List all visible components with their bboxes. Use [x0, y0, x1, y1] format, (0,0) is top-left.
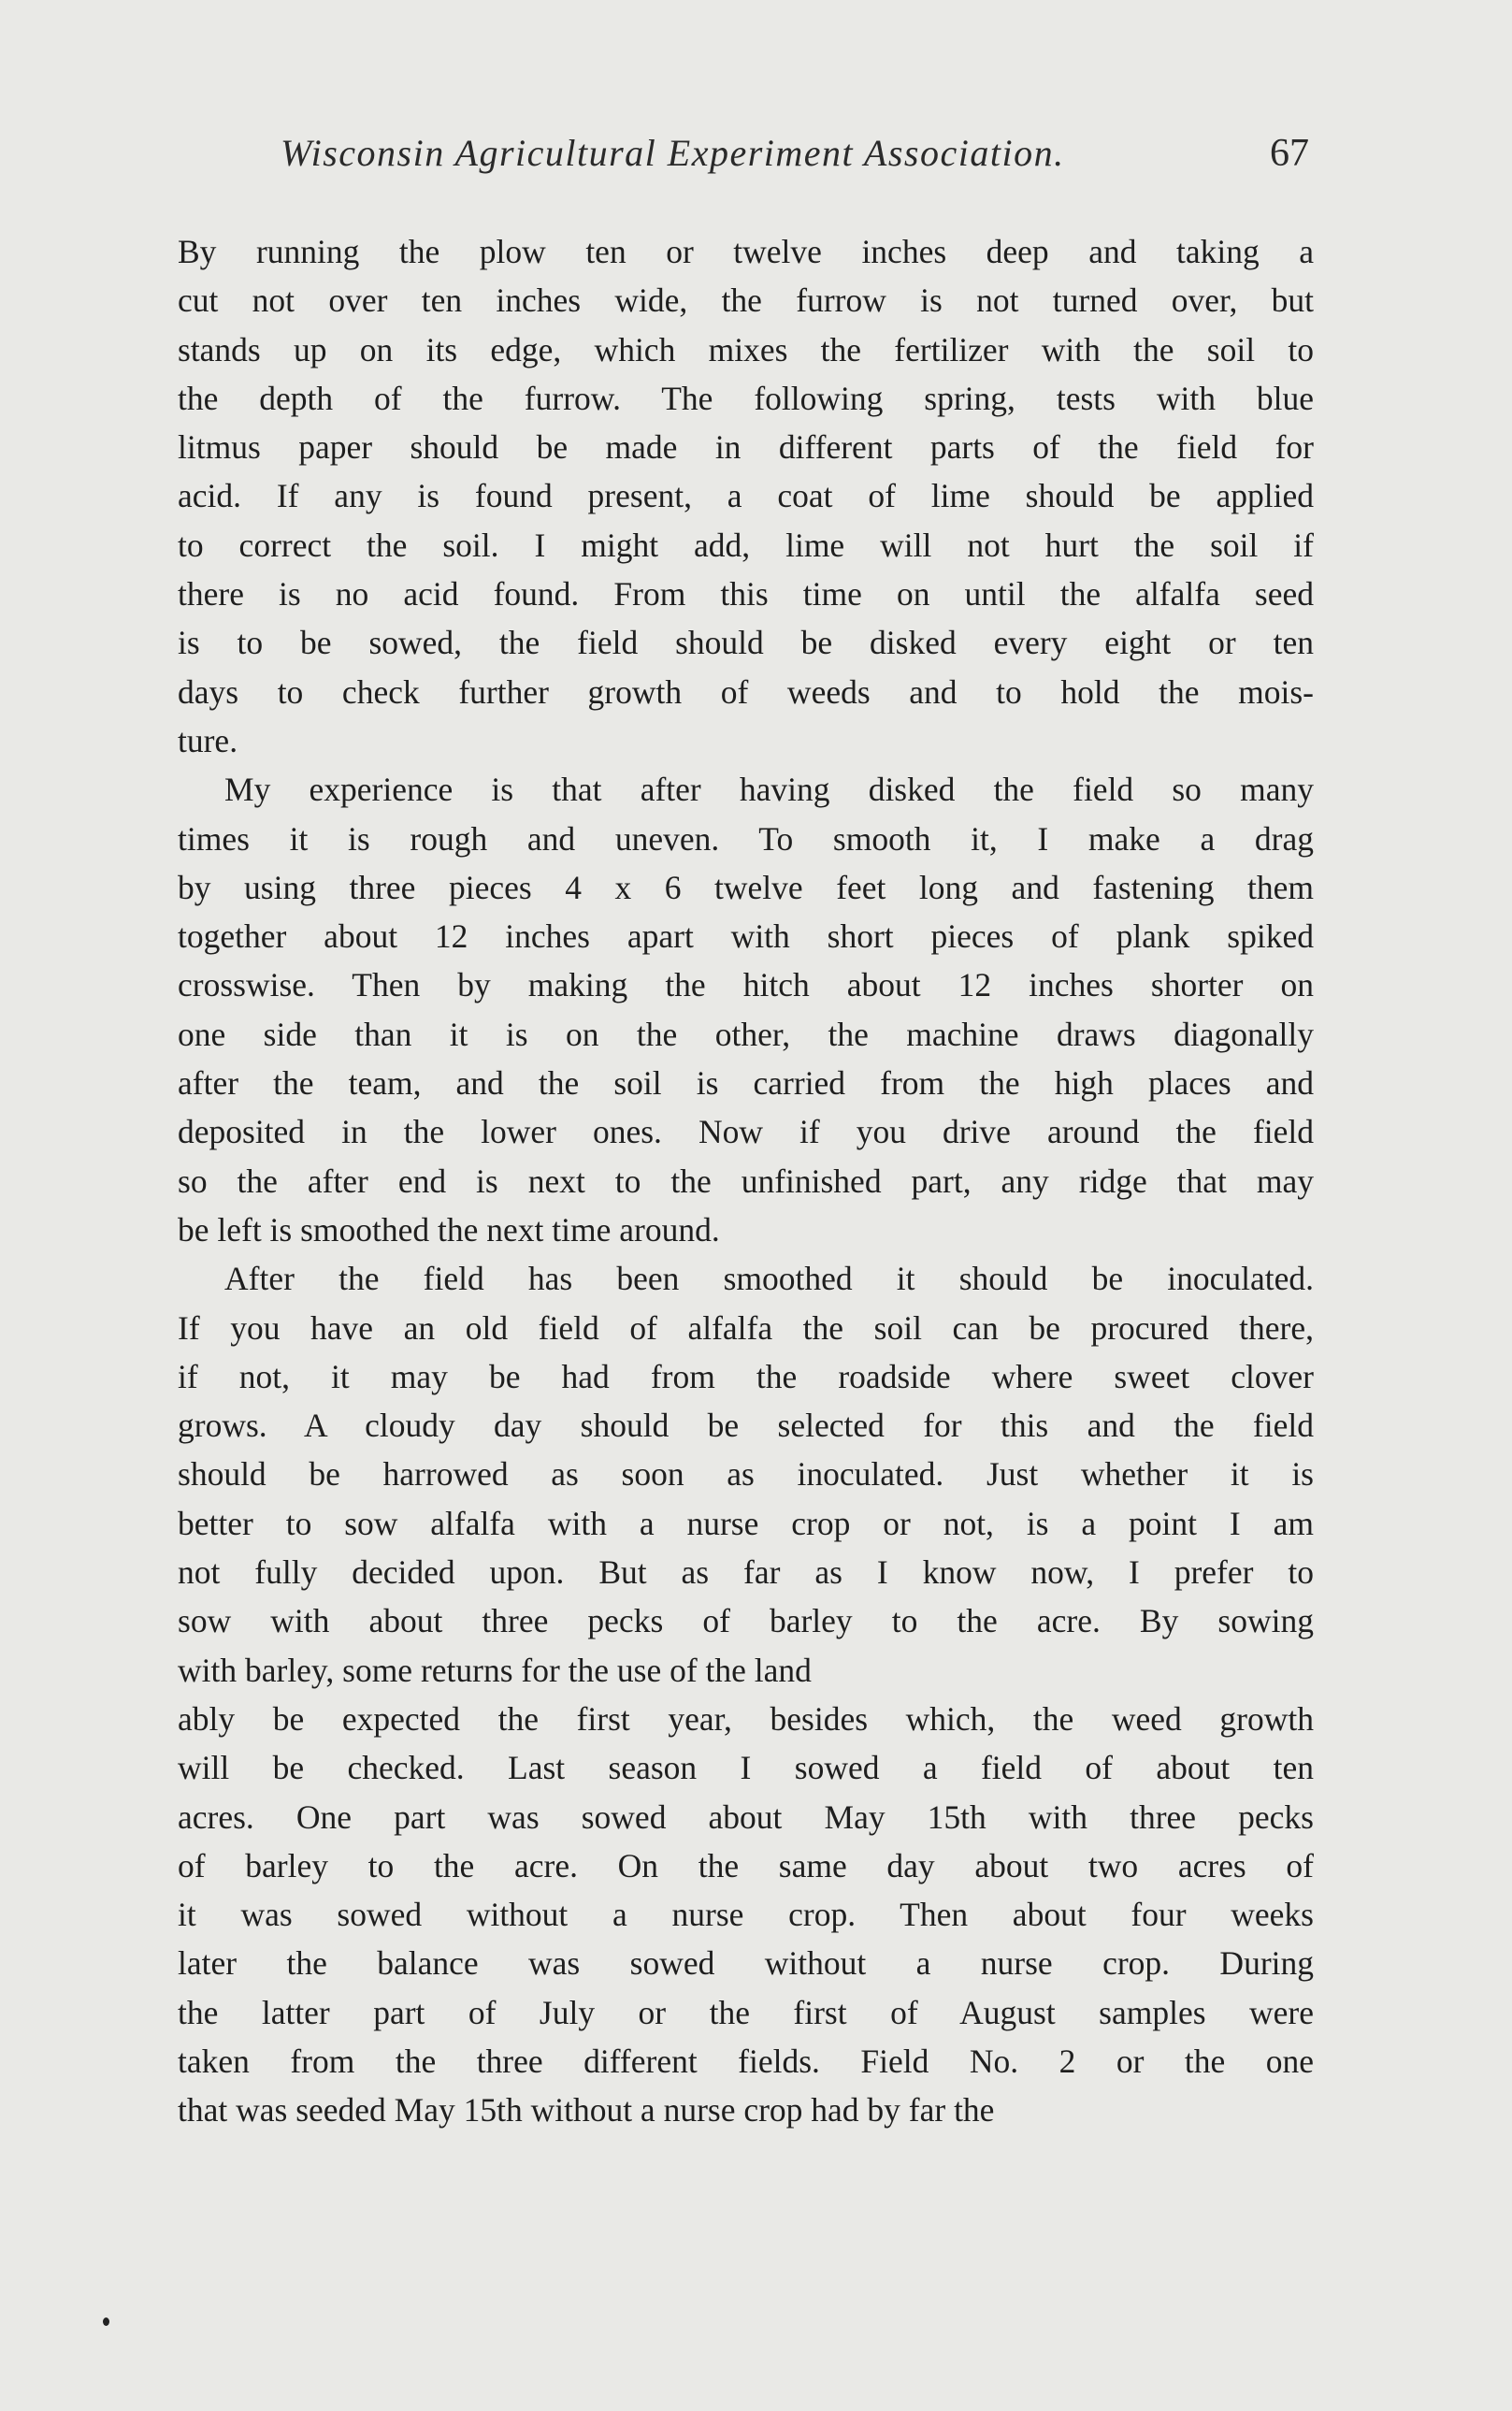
text-line: After the field has been smoothed it should be inoculated.	[224, 1260, 1314, 1298]
text-line: will be checked. Last season I sowed a field of about ten	[178, 1749, 1314, 1787]
body-text	[178, 227, 1314, 2135]
text-line: together about 12 inches apart with short pieces of plank spiked	[178, 917, 1314, 956]
text-line: not fully decided upon. But as far as I know now, I prefer to	[178, 1553, 1314, 1592]
text-line: stands up on its edge, which mixes the fertilizer with the soil to	[178, 330, 1314, 368]
text-line: taken from the three different fields. Field No. 2 or the one	[178, 2042, 1314, 2080]
text-line: times it is rough and uneven. To smooth it, I make a drag	[178, 819, 1314, 858]
running-header	[281, 131, 1309, 187]
text-line: deposited in the lower ones. Now if you drive around the field	[178, 1113, 1314, 1151]
text-line: there is no acid found. From this time on until the alfalfa seed	[178, 575, 1314, 614]
text-line: By running the plow ten or twelve inches deep and taking a	[178, 233, 1314, 270]
text-line: acid. If any is found present, a coat of lime should be applied	[178, 477, 1314, 515]
text-line: crosswise. Then by making the hitch about 12 inches shorter on	[178, 966, 1314, 1004]
text-line: the depth of the furrow. The following spring, tests with blue	[178, 379, 1314, 417]
text-line: ture.	[178, 721, 238, 759]
text-line: that was seeded May 15th without a nurse crop had by far the	[178, 2091, 995, 2129]
text-line: it was sowed without a nurse crop. Then about four weeks	[178, 1896, 1314, 1934]
running-title: Wisconsin Agricultural Experiment Association.	[281, 132, 1065, 174]
text-line: later the balance was sowed without a nurse crop. During	[178, 1944, 1314, 1983]
text-line: by using three pieces 4 x 6 twelve feet long and fastening them	[178, 868, 1314, 906]
text-line: should be harrowed as soon as inoculated. Just whether it is	[178, 1455, 1314, 1494]
page-number: 67	[1270, 132, 1309, 175]
paragraph	[178, 765, 1314, 1254]
text-line: the latter part of July or the first of August samples were	[178, 1993, 1314, 2031]
text-line: of barley to the acre. On the same day about two acres of	[178, 1846, 1314, 1884]
text-line: if not, it may be had from the roadside where sweet clover	[178, 1357, 1314, 1395]
text-line: acres. One part was sowed about May 15th with three pecks	[178, 1797, 1314, 1836]
text-line: cut not over ten inches wide, the furrow is not turned over, but	[178, 282, 1314, 320]
text-line: sow with about three pecks of barley to the acre. By sowing	[178, 1602, 1314, 1640]
text-line: be left is smoothed the next time around.	[178, 1210, 720, 1249]
text-line: My experience is that after having disked the field so many	[224, 771, 1314, 809]
paragraph	[178, 227, 1314, 765]
paragraph	[178, 1254, 1314, 2134]
text-line: days to check further growth of weeds and to hold the mois-	[178, 672, 1314, 711]
text-line: is to be sowed, the field should be disked every eight or ten	[178, 624, 1314, 662]
text-line: If you have an old field of alfalfa the soil can be procured there,	[178, 1308, 1314, 1347]
text-line: grows. A cloudy day should be selected for this and the field	[178, 1407, 1314, 1445]
text-line: litmus paper should be made in different parts of the field for	[178, 428, 1314, 467]
text-line: ably be expected the first year, besides which, the weed growth	[178, 1699, 1314, 1738]
speck-mark	[103, 2317, 109, 2326]
text-line: so the after end is next to the unfinished part, any ridge that may	[178, 1162, 1314, 1200]
text-line: with barley, some returns for the use of the land	[178, 1651, 812, 1689]
text-line: after the team, and the soil is carried from the high places and	[178, 1064, 1314, 1103]
text-line: to correct the soil. I might add, lime will not hurt the soil if	[178, 526, 1314, 564]
text-line: better to sow alfalfa with a nurse crop or not, is a point I am	[178, 1504, 1314, 1542]
text-line: one side than it is on the other, the machine draws diagonally	[178, 1015, 1314, 1053]
